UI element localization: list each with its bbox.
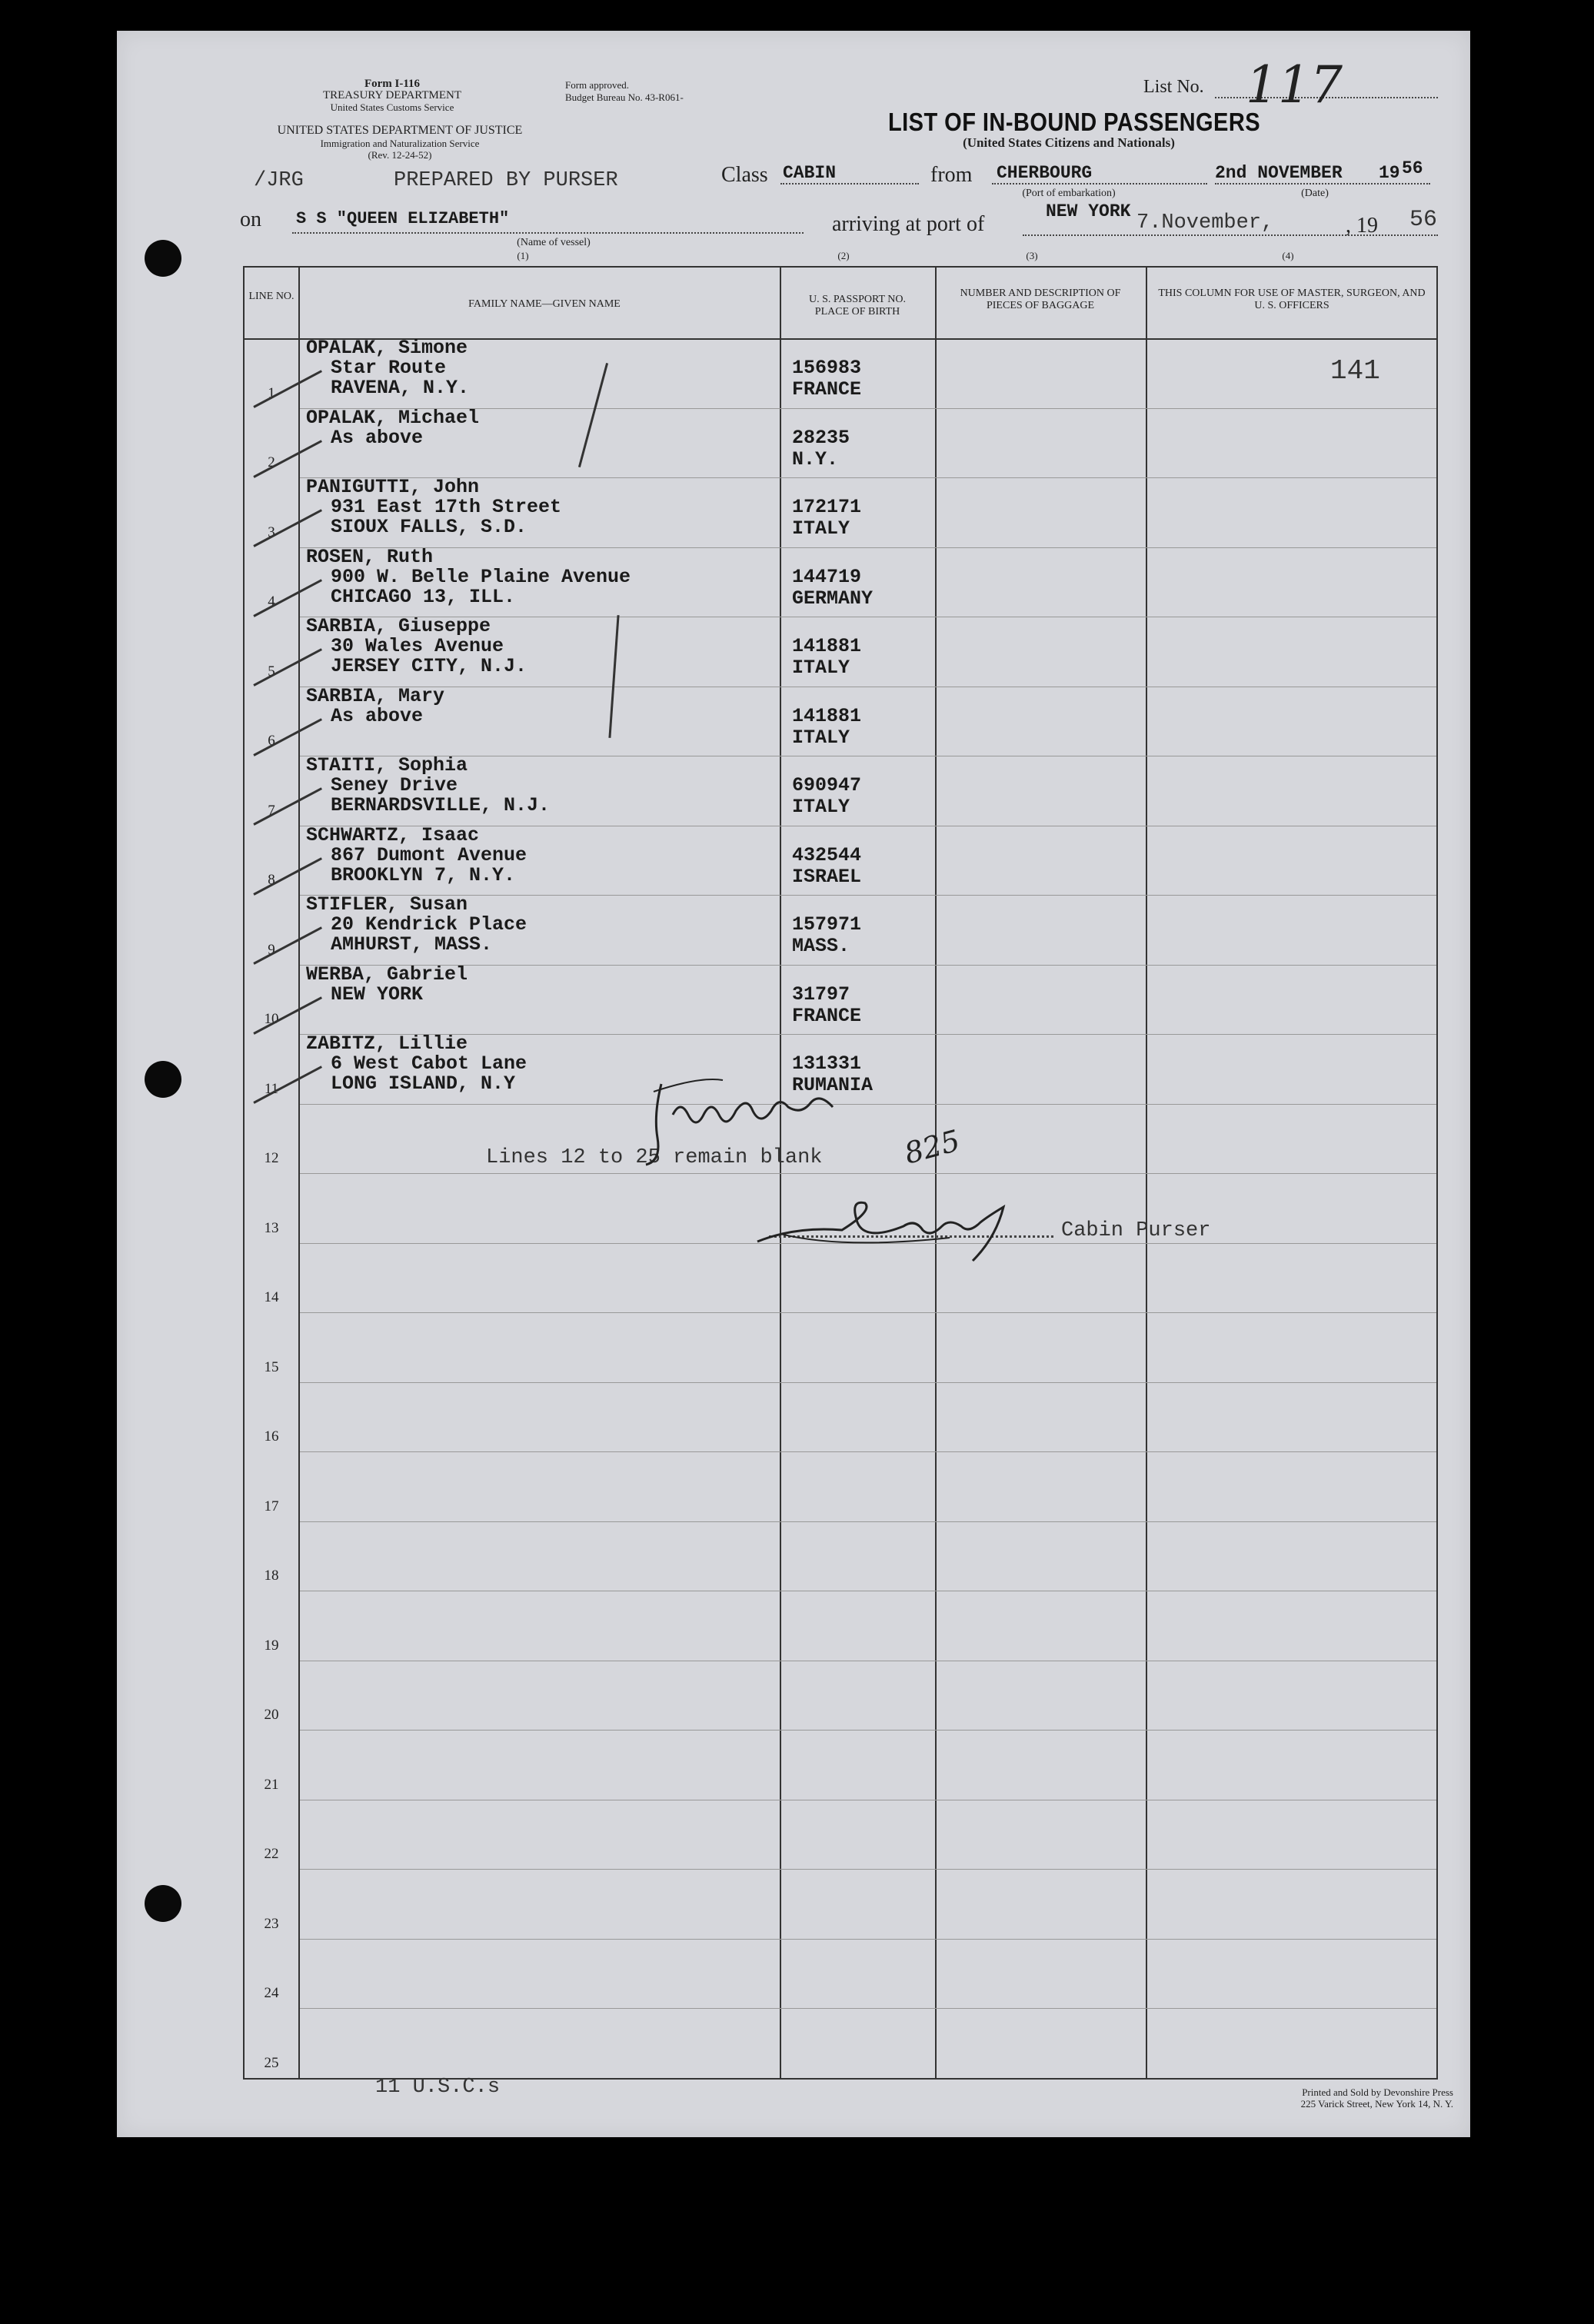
vessel-name: S S "QUEEN ELIZABETH" <box>296 209 510 228</box>
place-of-birth: ITALY <box>792 517 850 540</box>
document-title: LIST OF IN-BOUND PASSENGERS <box>888 108 1261 136</box>
place-of-birth: ITALY <box>792 796 850 818</box>
passport-number: 141881 <box>792 635 862 657</box>
punch-hole-bottom <box>145 1885 181 1922</box>
row-line <box>300 1451 1436 1452</box>
passenger-name: SCHWARTZ, Isaac <box>306 823 480 846</box>
class-label: Class <box>721 163 768 187</box>
passenger-name: SARBIA, Mary <box>306 684 445 707</box>
line-number: 16 <box>264 1428 279 1445</box>
justice-label: UNITED STATES DEPARTMENT OF JUSTICE <box>277 124 523 137</box>
handwritten-time: 825 <box>900 1123 963 1171</box>
passport-number: 172171 <box>792 496 862 518</box>
column-3-caption: (3) <box>1026 250 1038 261</box>
row-line <box>300 895 1436 896</box>
place-of-birth: N.Y. <box>792 447 839 470</box>
citizen-count: 11 U.S.C.s <box>375 2076 501 2099</box>
passport-number: 144719 <box>792 565 862 588</box>
row-line <box>300 1034 1436 1035</box>
vessel-caption: (Name of vessel) <box>517 237 591 248</box>
passenger-address-1: As above <box>331 704 424 727</box>
line-number: 8 <box>268 872 275 888</box>
passport-number: 157971 <box>792 913 862 936</box>
passenger-address-2: JERSEY CITY, N.J. <box>331 655 527 677</box>
passenger-address-1: 867 Dumont Avenue <box>331 843 527 866</box>
arrival-underline <box>1023 234 1438 236</box>
passenger-address-1: Star Route <box>331 357 447 379</box>
passenger-address-1: Seney Drive <box>331 774 458 796</box>
class-value: CABIN <box>783 163 837 183</box>
col-header-officers: THIS COLUMN FOR USE OF MASTER, SURGEON, AND U. S. OFFICERS <box>1158 288 1426 311</box>
line-number: 9 <box>268 941 275 958</box>
passenger-name: PANIGUTTI, John <box>306 476 480 498</box>
passenger-name: OPALAK, Michael <box>306 406 480 429</box>
purser-title: Cabin Purser <box>1061 1219 1211 1242</box>
line-number: 19 <box>264 1637 279 1654</box>
col-header-line-no: LINE NO. <box>248 291 295 302</box>
departure-year-prefix: 19 <box>1379 163 1400 183</box>
place-of-birth: FRANCE <box>792 378 862 401</box>
arriving-label: arriving at port of <box>832 212 985 236</box>
passport-number: 31797 <box>792 982 850 1006</box>
arrival-port: NEW YORK <box>1046 201 1131 221</box>
line-number: 2 <box>268 454 275 470</box>
place-of-birth: ITALY <box>792 657 850 679</box>
date-underline <box>1215 183 1430 185</box>
passenger-address-2: SIOUX FALLS, S.D. <box>331 516 527 538</box>
row-line <box>300 1730 1436 1731</box>
approved-label: Form approved. <box>565 79 630 91</box>
place-of-birth: ITALY <box>792 726 850 749</box>
row-line <box>300 1382 1436 1383</box>
place-of-birth: ISRAEL <box>792 865 862 888</box>
passenger-address-1: 900 W. Belle Plaine Avenue <box>331 565 631 588</box>
treasury-label: TREASURY DEPARTMENT <box>322 89 462 101</box>
passenger-name: ZABITZ, Lillie <box>306 1032 468 1055</box>
passport-number: 156983 <box>792 357 862 379</box>
line-number: 24 <box>264 1985 279 2001</box>
passport-number: 131331 <box>792 1052 862 1075</box>
arrival-year: 56 <box>1409 207 1438 233</box>
line-number: 11 <box>264 1080 279 1097</box>
place-of-birth: GERMANY <box>792 587 874 610</box>
prepared-by: PREPARED BY PURSER <box>394 169 618 192</box>
passport-number: 141881 <box>792 704 862 727</box>
place-of-birth: FRANCE <box>792 1004 862 1027</box>
place-of-birth: RUMANIA <box>792 1074 874 1096</box>
row-line <box>300 1521 1436 1522</box>
line-number: 1 <box>268 384 275 401</box>
punch-hole-middle <box>145 1061 181 1098</box>
passenger-address-1: 931 East 17th Street <box>331 496 562 518</box>
passenger-address-2: AMHURST, MASS. <box>331 933 493 956</box>
list-no-label: List No. <box>1143 77 1204 97</box>
line-number: 12 <box>264 1150 279 1166</box>
class-underline <box>780 183 919 185</box>
inspector-signature <box>631 1069 938 1176</box>
blank-lines-note: Lines 12 to 25 remain blank <box>486 1146 823 1169</box>
passenger-name: STAITI, Sophia <box>306 754 468 776</box>
immigration-label: Immigration and Naturalization Service <box>320 138 480 149</box>
printer-line-1: Printed and Sold by Devonshire Press <box>1302 2086 1453 2098</box>
arrival-date: 7.November, <box>1136 211 1274 234</box>
passport-number: 690947 <box>792 774 862 796</box>
line-number: 10 <box>264 1011 279 1027</box>
passenger-address-2: CHICAGO 13, ILL. <box>331 585 516 608</box>
row-line <box>300 1939 1436 1940</box>
line-number: 5 <box>268 663 275 680</box>
row-line <box>300 965 1436 966</box>
budget-label: Budget Bureau No. 43-R061- <box>565 91 684 103</box>
line-number: 25 <box>264 2054 279 2071</box>
line-number: 15 <box>264 1358 279 1375</box>
passenger-address-1: 30 Wales Avenue <box>331 635 504 657</box>
line-number: 13 <box>264 1219 279 1236</box>
departure-date: 2nd NOVEMBER <box>1215 163 1343 183</box>
line-number: 21 <box>264 1776 279 1793</box>
departure-year: 56 <box>1402 158 1423 178</box>
line-number: 7 <box>268 802 275 819</box>
line-number: 18 <box>264 1568 279 1584</box>
line-number: 14 <box>264 1289 279 1305</box>
revision-label: (Rev. 12-24-52) <box>368 149 432 161</box>
form-number: Form I-116 <box>364 78 421 90</box>
on-label: on <box>240 208 261 231</box>
row-line <box>300 2008 1436 2009</box>
passenger-name: WERBA, Gabriel <box>306 963 468 986</box>
passenger-address-1: 20 Kendrick Place <box>331 913 527 936</box>
printer-line-2: 225 Varick Street, New York 14, N. Y. <box>1300 2098 1453 2110</box>
date-caption: (Date) <box>1301 188 1329 199</box>
column-2-caption: (2) <box>837 250 850 261</box>
list-no-value: 117 <box>1246 55 1343 115</box>
column-1-caption: (1) <box>517 250 529 261</box>
line-number: 23 <box>264 1915 279 1932</box>
passenger-name: SARBIA, Giuseppe <box>306 615 491 637</box>
from-value: CHERBOURG <box>997 163 1093 183</box>
row-line <box>300 547 1436 548</box>
row-line <box>300 1869 1436 1870</box>
line-number: 6 <box>268 733 275 749</box>
passenger-name: OPALAK, Simone <box>306 337 468 359</box>
port-caption: (Port of embarkation) <box>1022 188 1116 199</box>
purser-signature <box>750 1180 1073 1265</box>
passenger-address-2: RAVENA, N.Y. <box>331 377 470 399</box>
from-label: from <box>930 163 973 187</box>
passenger-address-2: BROOKLYN 7, N.Y. <box>331 863 516 886</box>
document-subtitle: (United States Citizens and Nationals) <box>963 135 1175 150</box>
column-4-caption: (4) <box>1282 250 1294 261</box>
passenger-name: STIFLER, Susan <box>306 893 468 916</box>
passenger-address-1: As above <box>331 426 424 449</box>
row-line <box>300 1312 1436 1313</box>
vessel-underline <box>292 232 804 234</box>
line-number: 22 <box>264 1846 279 1862</box>
passport-number: 28235 <box>792 426 850 449</box>
passenger-address-1: 6 West Cabot Lane <box>331 1052 527 1075</box>
from-underline <box>992 183 1207 185</box>
col-header-name: FAMILY NAME—GIVEN NAME <box>468 298 621 310</box>
passenger-address-1: NEW YORK <box>331 982 424 1006</box>
line-number: 3 <box>268 524 275 540</box>
line-number: 17 <box>264 1498 279 1514</box>
punch-hole-top <box>145 240 181 277</box>
passenger-address-2: LONG ISLAND, N.Y <box>331 1072 516 1095</box>
arrival-year-prefix: , 19 <box>1346 214 1378 238</box>
place-of-birth: MASS. <box>792 935 850 957</box>
passenger-name: ROSEN, Ruth <box>306 545 434 568</box>
customs-label: United States Customs Service <box>330 101 454 113</box>
passenger-address-2: BERNARDSVILLE, N.J. <box>331 794 551 816</box>
line-number: 4 <box>268 593 275 610</box>
line-number: 20 <box>264 1707 279 1723</box>
col-header-passport: U. S. PASSPORT NO. PLACE OF BIRTH <box>809 294 906 318</box>
col-header-baggage: NUMBER AND DESCRIPTION OF PIECES OF BAGGAGE <box>960 288 1121 311</box>
passport-number: 432544 <box>792 843 862 866</box>
officer-count: 141 <box>1330 355 1380 387</box>
initials: /JRG <box>254 169 304 192</box>
